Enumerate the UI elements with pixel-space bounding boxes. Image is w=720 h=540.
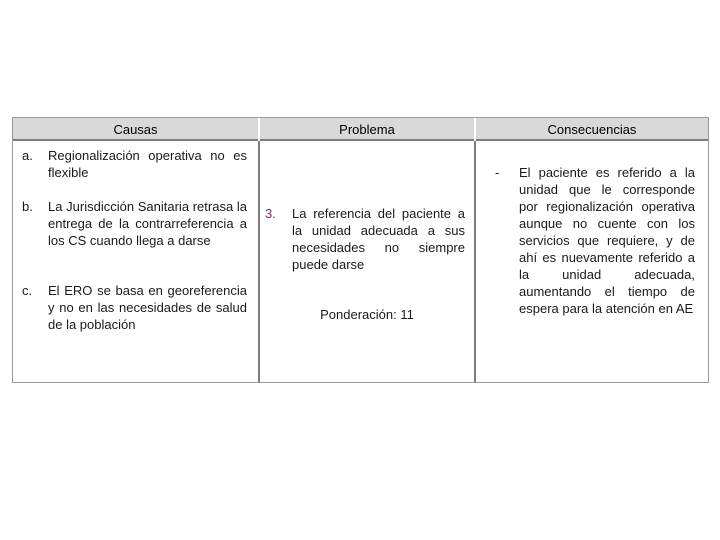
cause-item: La Jurisdicción Sanitaria retrasa la entrega de la contrarreferencia a los CS cuando llega a darse	[48, 199, 247, 248]
cause-item: Regionalización operativa no es flexible	[48, 148, 247, 180]
cause-item: El ERO se basa en georeferencia y no en las necesidades de salud de la población	[48, 283, 247, 332]
header-causas: Causas	[13, 118, 258, 141]
header-consecuencias: Consecuencias	[476, 118, 708, 141]
consequence-marker: -	[495, 165, 500, 180]
column-divider	[258, 141, 260, 382]
ponderacion-label: Ponderación: 11	[320, 307, 414, 322]
consequence-item: El paciente es referido a la unidad que le corresponde por regionalización operativa aunque no cuente con los servicios que requiere, y de ahí es nuevamente referido a la unidad adecuada, aumentando el tiempo de espera para la atención en AE	[519, 165, 695, 316]
cause-marker: b.	[22, 199, 33, 214]
cause-marker: a.	[22, 148, 33, 163]
cause-marker: c.	[22, 283, 33, 298]
header-problema: Problema	[260, 118, 474, 141]
causes-problem-consequences-table	[12, 117, 709, 383]
problem-statement: La referencia del paciente a la unidad adecuada a sus necesidades no siempre puede darse	[292, 206, 465, 272]
column-divider	[474, 141, 476, 382]
problem-number: 3.	[265, 206, 276, 221]
